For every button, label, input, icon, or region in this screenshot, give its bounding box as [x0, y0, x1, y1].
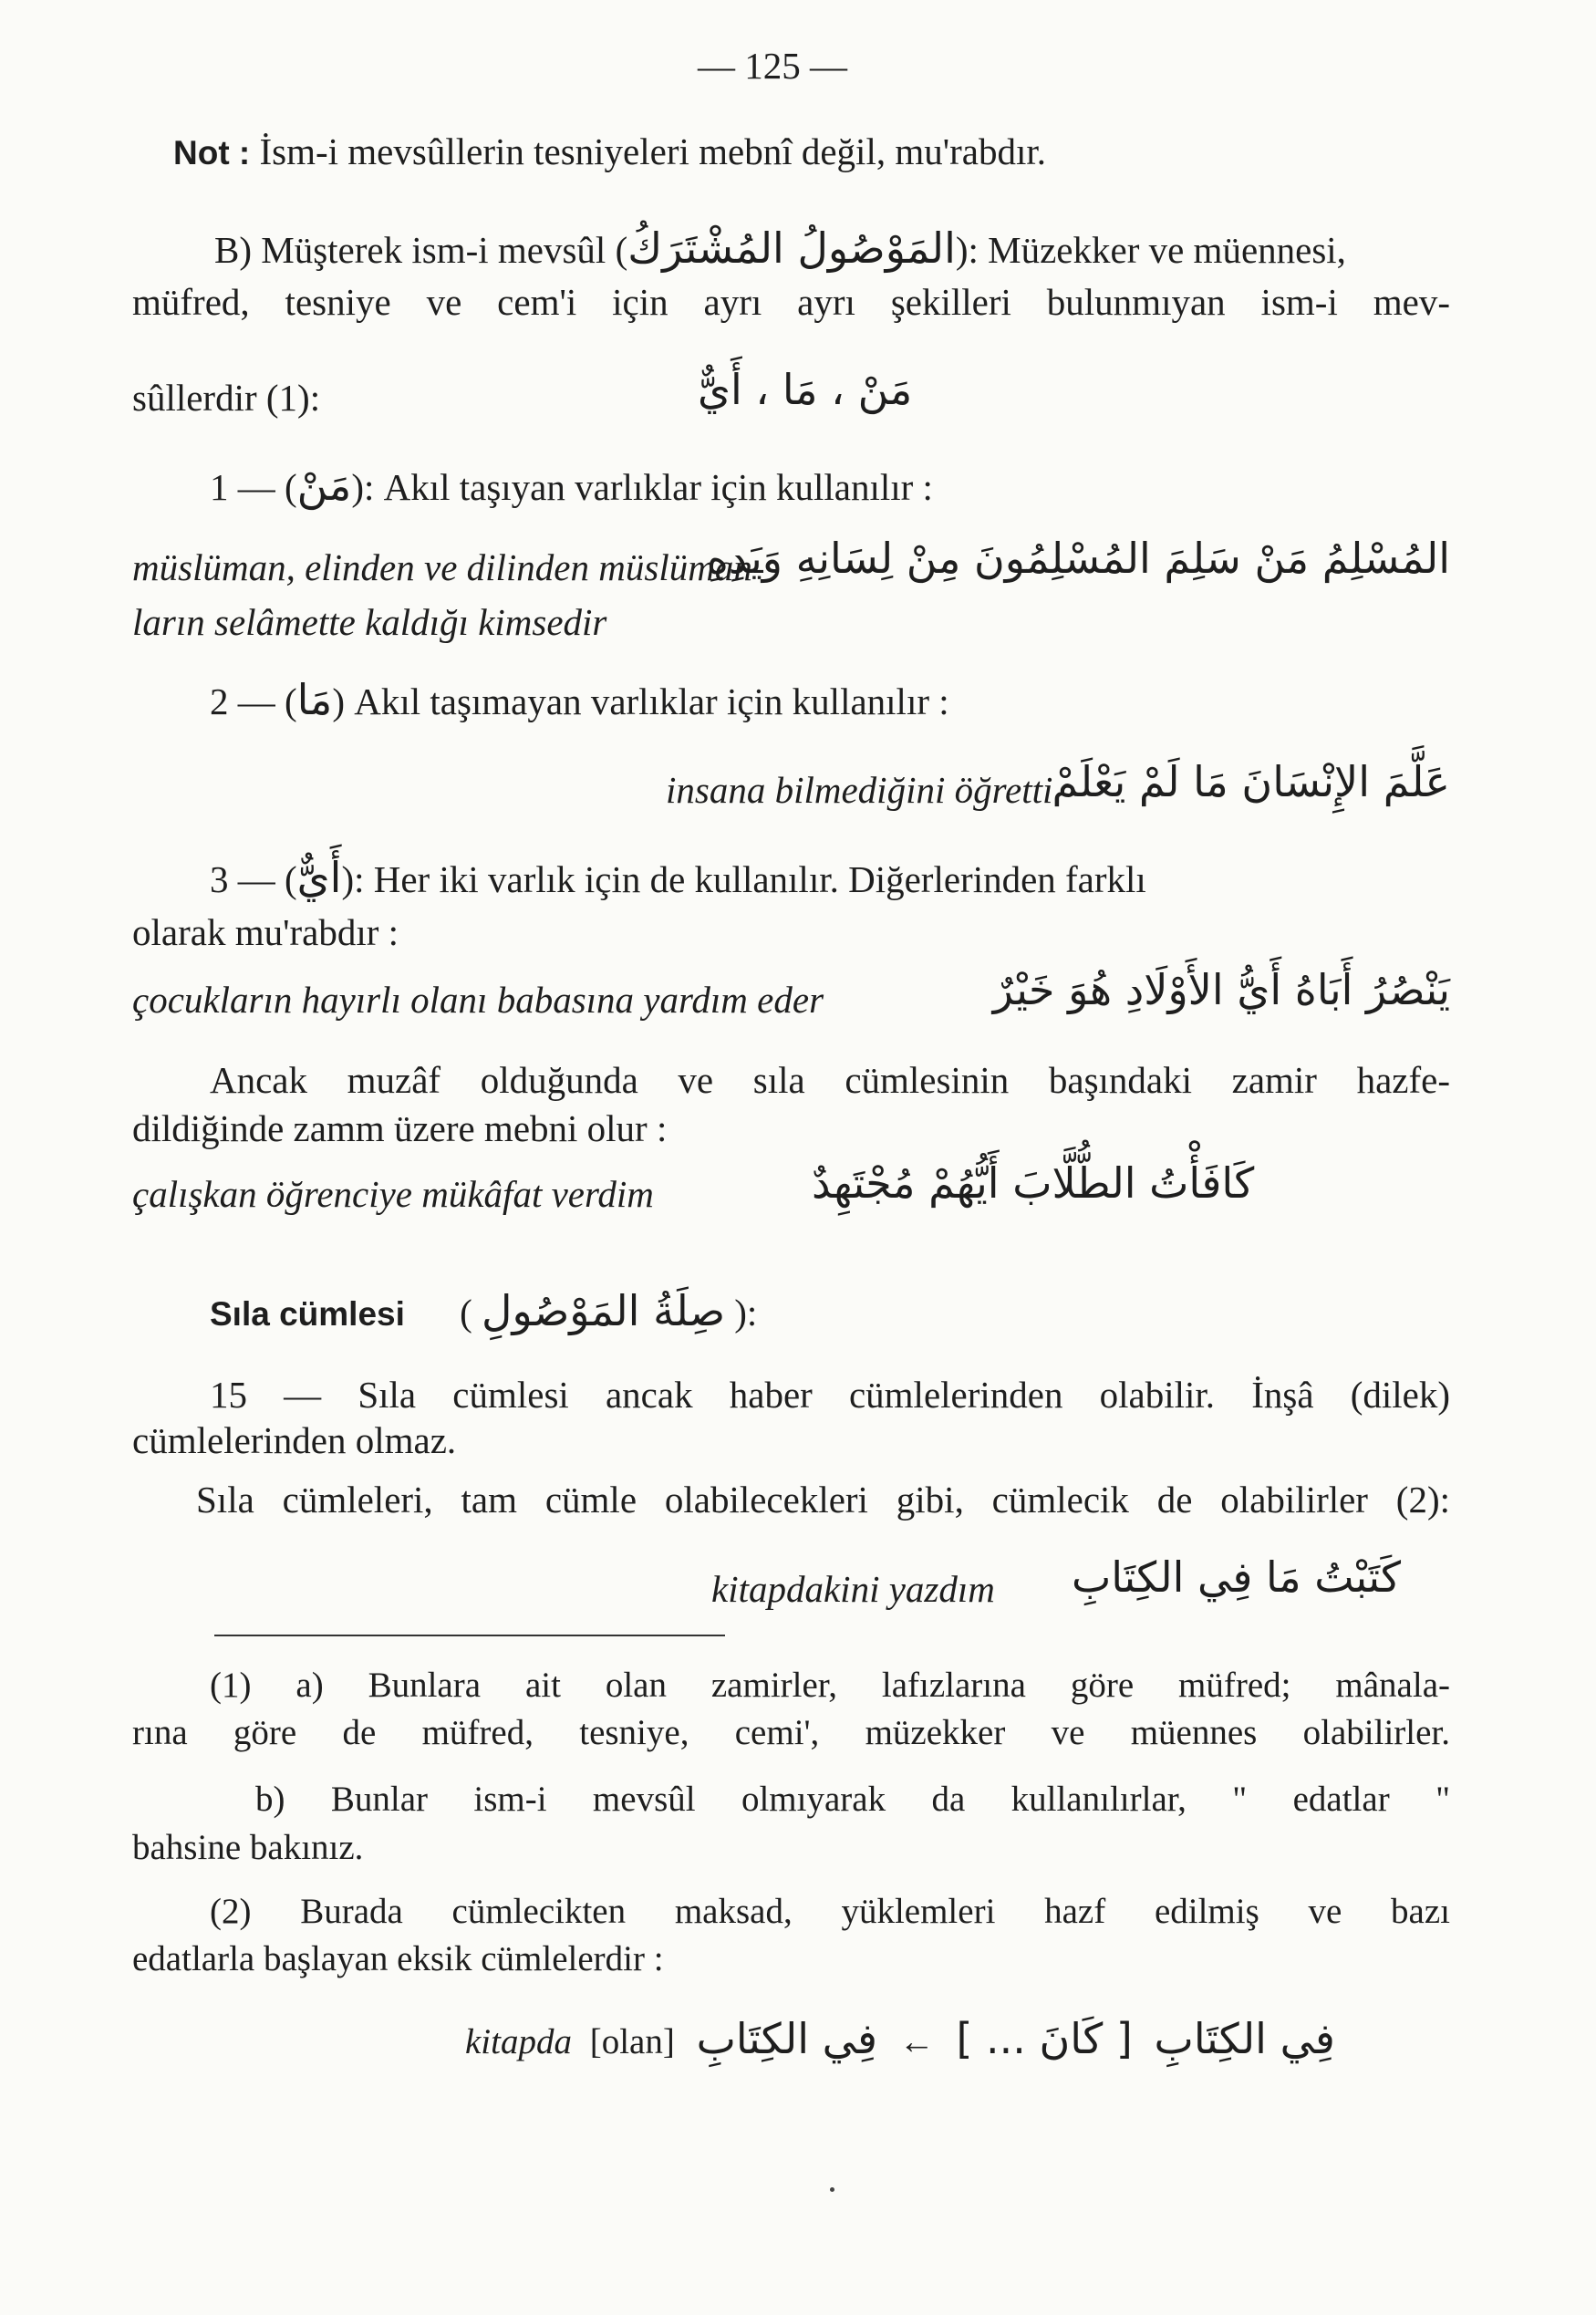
item-2-label: 2 — ( — [210, 680, 297, 722]
section-b-line1 — [214, 223, 1450, 273]
footnote-2-line2: edatlarla başlayan eksik cümlelerdir : — [132, 1939, 664, 1978]
footnote-2-example — [465, 2014, 1335, 2063]
sila-example-ar: كَتَبْتُ مَا فِي الكِتَابِ — [1072, 1552, 1402, 1602]
item-2-line — [210, 675, 949, 724]
section-b-after: ): Müzekker ve müennesi, — [955, 229, 1346, 271]
p15-line2: cümlelerinden olmaz. — [132, 1419, 457, 1461]
note-line — [173, 130, 1046, 173]
footnote-2-example-ar-1: فِي الكِتَابِ — [1154, 2014, 1335, 2063]
item-3-arabic: أَيٌّ — [296, 853, 342, 902]
page-number: — 125 — — [698, 45, 847, 87]
ancak-line2: dildiğinde zamm üzere mebni olur : — [132, 1107, 668, 1149]
arrow-left-icon: ← — [898, 2022, 935, 2061]
sila-heading-line: Sıla cümlesi ( صِلَةُ المَوْصُولِ ): — [210, 1286, 758, 1335]
ancak-example-tr: çalışkan öğrenciye mükâfat verdim — [132, 1173, 654, 1215]
footnote-2-line1: (2) Burada cümlecikten maksad, yüklemleri hazf edilmiş ve bazı — [210, 1892, 1450, 1931]
footnote-1b-line2: bahsine bakınız. — [132, 1828, 364, 1867]
item-1-text: ): Akıl taşıyan varlıklar için kullanılır : — [351, 466, 933, 508]
item-3-line2: olarak mu'rabdır : — [132, 911, 399, 953]
item-3-example-ar: يَنْصُرُ أَبَاهُ أَيُّ الأَوْلَادِ هُوَ خَيْرٌ — [992, 965, 1450, 1014]
note-label: Not : — [173, 134, 251, 171]
item-1-line — [210, 461, 933, 510]
item-2-text: ) Akıl taşımayan varlıklar için kullanılır : — [332, 680, 949, 722]
item-2-example-tr: insana bilmediğini öğretti — [666, 769, 1053, 811]
footnote-1b-line1: b) Bunlar ism-i mevsûl olmıyarak da kullanılırlar, " edatlar " — [255, 1780, 1450, 1819]
sila-example-tr: kitapdakini yazdım — [711, 1568, 995, 1610]
footnote-1a-line1: (1) a) Bunlara ait olan zamirler, lafızlarına göre müfred; mânala- — [210, 1666, 1450, 1705]
footnote-2-example-ar-2: فِي الكِتَابِ — [696, 2014, 877, 2063]
footnote-rule — [214, 1635, 725, 1636]
footnote-1a-line2: rına göre de müfred, tesniye, cemi', müzekker ve müennes olabilirler. — [132, 1713, 1450, 1752]
item-3-example-tr: çocukların hayırlı olanı babasına yardım eder — [132, 979, 824, 1021]
item-1-example-tr-2: ların selâmette kaldığı kimsedir — [132, 601, 607, 643]
item-1-example-ar: المُسْلِمُ مَنْ سَلِمَ المُسْلِمُونَ مِنْ لِسَانِهِ وَيَدِهِ — [706, 534, 1450, 583]
section-b-line3: sûllerdir (1): — [132, 377, 321, 419]
footnote-2-example-tr: kitapda — [465, 2022, 572, 2061]
p15-line1: 15 — Sıla cümlesi ancak haber cümlelerinden olabilir. İnşâ (dilek) — [210, 1374, 1450, 1416]
sila-heading: Sıla cümlesi — [210, 1295, 405, 1333]
item-1-arabic: مَنْ — [296, 461, 352, 510]
item-3-text: ): Her iki varlık için de kullanılır. Diğerlerinden farklı — [341, 858, 1146, 900]
item-2-example-ar: عَلَّمَ الإِنْسَانَ مَا لَمْ يَعْلَمْ — [1052, 757, 1450, 806]
item-1-label: 1 — ( — [210, 466, 297, 508]
item-3-line — [210, 853, 1450, 902]
sila-p2: Sıla cümleleri, tam cümle olabilecekleri gibi, cümlecik de olabilirler (2): — [196, 1479, 1450, 1521]
item-2-arabic: مَا — [296, 675, 333, 724]
note-text: İsm-i mevsûllerin tesniyeleri mebnî değil, mu'rabdır. — [259, 130, 1047, 172]
section-b-arabic-list: مَنْ ، مَا ، أَيٌّ — [698, 365, 913, 414]
ancak-example-ar: كَافَأْتُ الطُّلَّابَ أَيُّهُمْ مُجْتَهِدٌ — [812, 1158, 1255, 1208]
section-b-line2: müfred, tesniye ve cem'i için ayrı ayrı şekilleri bulunmıyan ism-i mev- — [132, 281, 1450, 323]
ancak-line1: Ancak muzâf olduğunda ve sıla cümlesinin başındaki zamir hazfe- — [210, 1059, 1450, 1101]
sila-arabic: صِلَةُ المَوْصُولِ — [482, 1286, 726, 1335]
section-b-intro: B) Müşterek ism-i mevsûl ( — [214, 229, 628, 271]
speck — [830, 2187, 834, 2192]
document-page — [132, 0, 1450, 2315]
item-3-label: 3 — ( — [210, 858, 297, 900]
footnote-2-example-bracket: [ كَانَ ... ] — [956, 2014, 1133, 2063]
item-1-example-tr-1: müslüman, elinden ve dilinden müslüman- — [132, 546, 765, 588]
section-b-arabic-term: المَوْصُولُ المُشْتَرَكُ — [627, 223, 956, 273]
footnote-2-example-olan: [olan] — [589, 2022, 675, 2061]
